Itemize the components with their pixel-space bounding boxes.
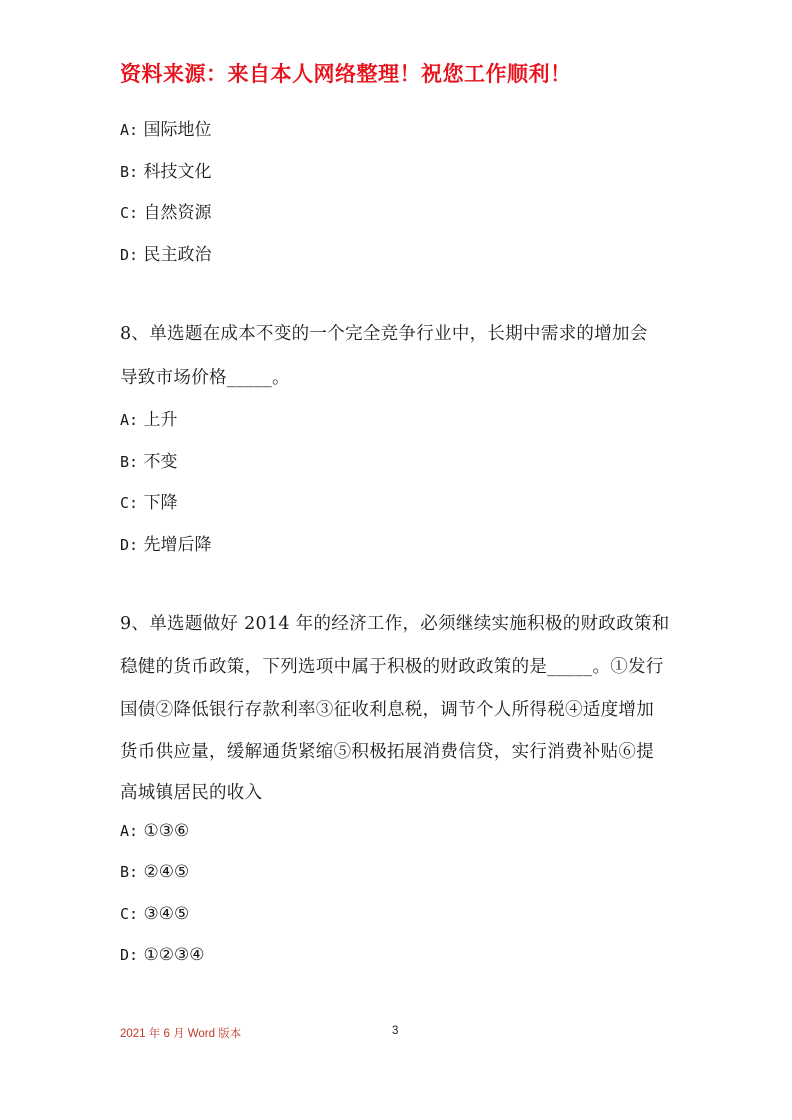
q7-option-d [120, 240, 211, 265]
q9-option-a [120, 821, 189, 841]
option-key: D: [120, 246, 139, 264]
q9-stem-line-2: 稳健的货币政策，下列选项中属于积极的财政政策的是_____。①发行 [120, 657, 664, 677]
option-key: B: [120, 863, 139, 881]
q8-option-d [120, 530, 211, 555]
option-key: D: [120, 536, 139, 554]
option-key: D: [120, 946, 139, 964]
q8-stem-line-2: 导致市场价格_____。 [120, 368, 290, 388]
option-key: C: [120, 204, 139, 222]
option-key: A: [120, 822, 139, 840]
option-key: A: [120, 121, 139, 139]
q9-stem-line-4: 货币供应量，缓解通货紧缩⑤积极拓展消费信贷，实行消费补贴⑥提 [120, 742, 654, 762]
q7-option-b [120, 157, 211, 182]
q7-option-c [120, 198, 211, 223]
footer-date-version: 2021 年 6 月 Word 版本 [120, 1028, 242, 1040]
q7-option-a [120, 115, 211, 140]
q9-stem-line-5: 高城镇居民的收入 [120, 783, 263, 803]
option-text: ③④⑤ [143, 904, 190, 924]
option-text: 科技文化 [143, 162, 212, 182]
q8-option-b [120, 447, 177, 472]
option-text: 先增后降 [143, 535, 212, 555]
option-text: 不变 [143, 452, 178, 472]
q8-option-c [120, 488, 177, 513]
option-text: 自然资源 [143, 203, 212, 223]
option-text: 民主政治 [143, 245, 212, 265]
option-text: ①③⑥ [143, 821, 190, 841]
q8-option-a [120, 405, 177, 430]
option-text: 国际地位 [143, 120, 212, 140]
q9-stem-line-3: 国债②降低银行存款利率③征收利息税，调节个人所得税④适度增加 [120, 700, 654, 720]
option-key: B: [120, 163, 139, 181]
q9-option-b [120, 862, 189, 882]
option-key: B: [120, 453, 139, 471]
source-banner: 资料来源：来自本人网络整理！祝您工作顺利！ [120, 62, 572, 86]
page-number: 3 [392, 1025, 399, 1037]
option-key: C: [120, 905, 139, 923]
q9-stem-line-1: 9、单选题做好 2014 年的经济工作，必须继续实施积极的财政政策和 [120, 614, 670, 634]
option-key: A: [120, 411, 139, 429]
q9-option-d [120, 945, 204, 965]
option-text: 下降 [143, 493, 178, 513]
q8-stem-line-1: 8、单选题在成本不变的一个完全竞争行业中，长期中需求的增加会 [120, 324, 648, 344]
option-text: ②④⑤ [143, 862, 190, 882]
option-key: C: [120, 494, 139, 512]
option-text: ①②③④ [143, 945, 205, 965]
option-text: 上升 [143, 410, 178, 430]
q9-option-c [120, 904, 189, 924]
